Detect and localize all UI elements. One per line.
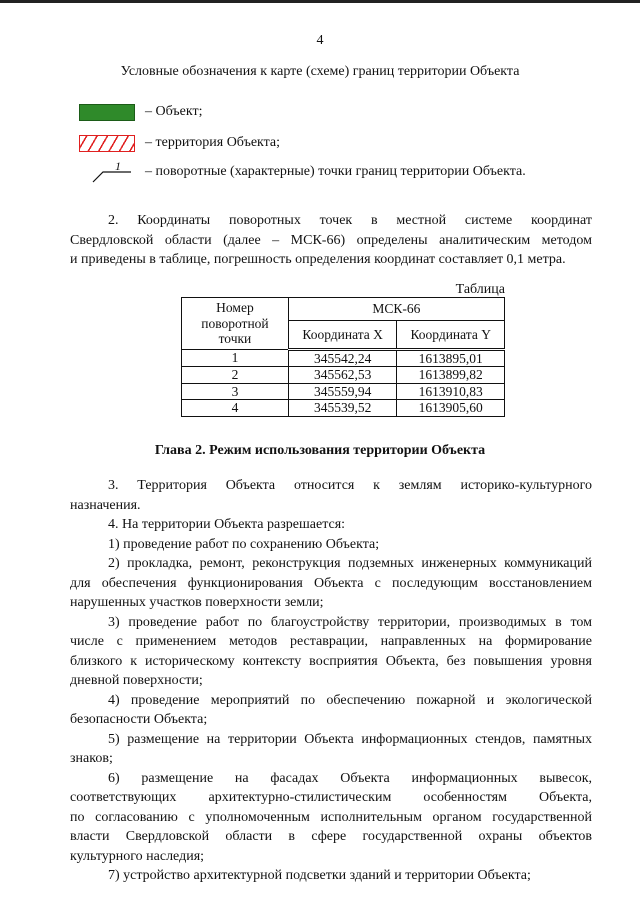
text-line: культурного наследия;	[70, 848, 205, 864]
legend-item-label: – Объект;	[145, 104, 203, 119]
text-line: 5) размещение на территории Объекта информационных стендов, памятных	[108, 731, 592, 747]
text-line: нарушенных участков поверхности земли;	[70, 595, 324, 610]
cell-point-number: 2	[182, 367, 289, 384]
paragraph-2	[70, 211, 592, 270]
text-line: по согласованию с уполномоченным исполнительным органом государственной	[70, 809, 592, 825]
text-line: соответствующих архитектурно-стилистическим особенностям Объекта,	[70, 790, 592, 805]
text-line: назначения.	[70, 497, 141, 513]
cell-coordinate-y: 1613910,83	[397, 383, 505, 400]
text-line: знаков;	[70, 751, 113, 766]
legend-item-label: – территория Объекта;	[145, 135, 281, 150]
text-line: 6) размещение на фасадах Объекта информационных вывесок,	[108, 770, 592, 786]
text-line: числе с применением методов реставрации, направленных на формирование	[70, 634, 592, 649]
text-line: 3) проведение работ по благоустройству территории, производимых в том	[108, 614, 592, 630]
text-line: и приведены в таблице, погрешность определения координат составляет 0,1 метра.	[70, 252, 566, 267]
column-header-coordinate-x: Координата X	[288, 321, 397, 349]
object-fill-swatch-icon	[79, 104, 135, 121]
text-line: для обеспечения функционирования Объекта с последующим восстановлением	[70, 575, 592, 591]
text-line: безопасности Объекта;	[70, 712, 208, 727]
cell-coordinate-x: 345542,24	[288, 349, 397, 367]
text-line: 4) проведение мероприятий по обеспечению пожарной и экологической	[108, 692, 592, 708]
text-line: дневной поверхности;	[70, 673, 203, 688]
text-line: близкого к историческому контексту восприятия Объекта, без повышения уровня	[70, 653, 592, 669]
table-caption: Таблица	[455, 282, 505, 297]
turning-point-marker-icon	[79, 160, 135, 186]
column-header-coordinate-y: Координата Y	[397, 321, 505, 349]
cell-coordinate-x: 345562,53	[288, 367, 397, 384]
chapter-title: Глава 2. Режим использования территории Объекта	[154, 443, 486, 458]
chapter-body	[70, 476, 592, 886]
scan-top-edge	[0, 0, 640, 3]
cell-point-number: 1	[182, 349, 289, 367]
column-header-point-number: Номер поворотной точки	[182, 298, 289, 350]
cell-coordinate-y: 1613895,01	[397, 349, 505, 367]
table-row	[182, 367, 505, 384]
turning-point-marker-label: 1	[115, 160, 121, 173]
text-line: 4. На территории Объекта разрешается:	[108, 517, 346, 532]
territory-hatch-swatch-icon	[79, 135, 135, 152]
column-header-group-msk66: МСК-66	[288, 298, 504, 321]
legend-title: Условные обозначения к карте (схеме) границ территории Объекта	[120, 64, 520, 79]
text-line: Свердловской области (далее – МСК-66) определены аналитическим методом	[70, 232, 592, 248]
text-line: 2. Координаты поворотных точек в местной системе координат	[108, 213, 592, 228]
coordinates-table	[181, 297, 505, 417]
text-line: 3. Территория Объекта относится к землям историко-культурного	[108, 478, 592, 493]
cell-point-number: 4	[182, 400, 289, 417]
cell-point-number: 3	[182, 383, 289, 400]
cell-coordinate-y: 1613905,60	[397, 400, 505, 417]
page-number: 4	[316, 33, 324, 48]
text-line: 1) проведение работ по сохранению Объекта;	[108, 536, 380, 552]
cell-coordinate-x: 345559,94	[288, 383, 397, 400]
legend-item-label: – поворотные (характерные) точки границ территории Объекта.	[145, 164, 526, 179]
table-row	[182, 349, 505, 367]
table-row	[182, 383, 505, 400]
text-line: 2) прокладка, ремонт, реконструкция подземных инженерных коммуникаций	[108, 556, 592, 571]
text-line: власти Свердловской области в сфере государственной охраны объектов	[70, 829, 592, 844]
cell-coordinate-y: 1613899,82	[397, 367, 505, 384]
table-row	[182, 400, 505, 417]
cell-coordinate-x: 345539,52	[288, 400, 397, 417]
text-line: 7) устройство архитектурной подсветки зданий и территории Объекта;	[108, 868, 531, 883]
